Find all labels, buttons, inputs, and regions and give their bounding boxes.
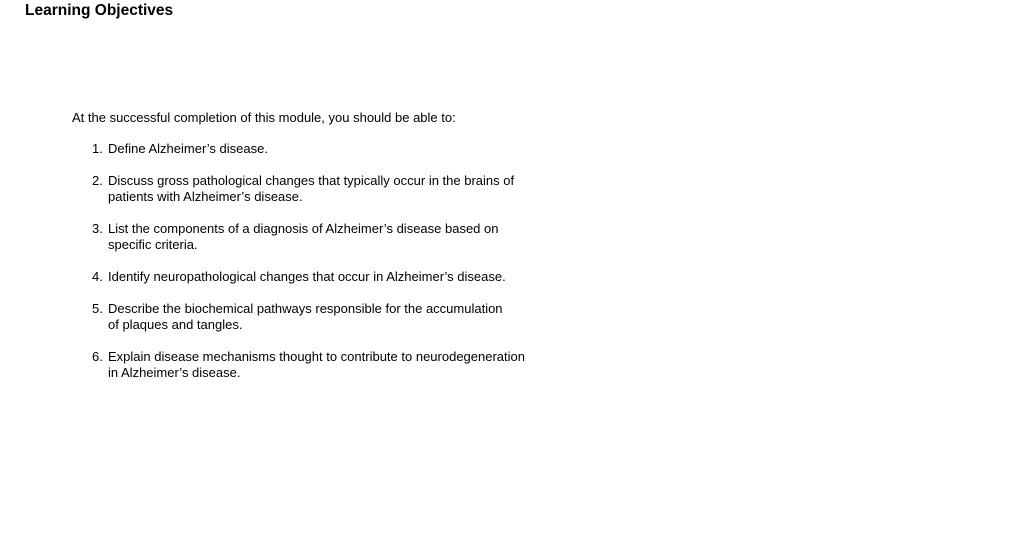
objective-number: 2. — [92, 173, 103, 188]
objective-text: Describe the biochemical pathways responsible for the accumulation of plaques and tangles. — [108, 301, 503, 332]
objective-number: 3. — [92, 221, 103, 236]
objective-number: 1. — [92, 141, 103, 156]
objective-item-4 — [92, 269, 572, 285]
objective-item-3 — [92, 221, 572, 253]
objective-number: 6. — [92, 349, 103, 364]
objective-number: 5. — [92, 301, 103, 316]
page-title: Learning Objectives — [25, 2, 174, 19]
objective-text: List the components of a diagnosis of Alzheimer’s disease based on specific criteria. — [108, 221, 499, 252]
objective-text: Define Alzheimer’s disease. — [108, 141, 268, 156]
objective-number: 4. — [92, 269, 103, 284]
objective-item-6 — [92, 349, 572, 381]
objectives-list — [92, 141, 572, 397]
objective-text: Discuss gross pathological changes that typically occur in the brains of patients with Alzheimer’s disease. — [108, 173, 515, 204]
objective-text: Identify neuropathological changes that occur in Alzheimer’s disease. — [108, 269, 506, 284]
objective-item-2 — [92, 173, 572, 205]
objective-item-1 — [92, 141, 572, 157]
objective-text: Explain disease mechanisms thought to contribute to neurodegeneration in Alzheimer’s disease. — [108, 349, 525, 380]
intro-text: At the successful completion of this module, you should be able to: — [72, 110, 456, 125]
objective-item-5 — [92, 301, 572, 333]
